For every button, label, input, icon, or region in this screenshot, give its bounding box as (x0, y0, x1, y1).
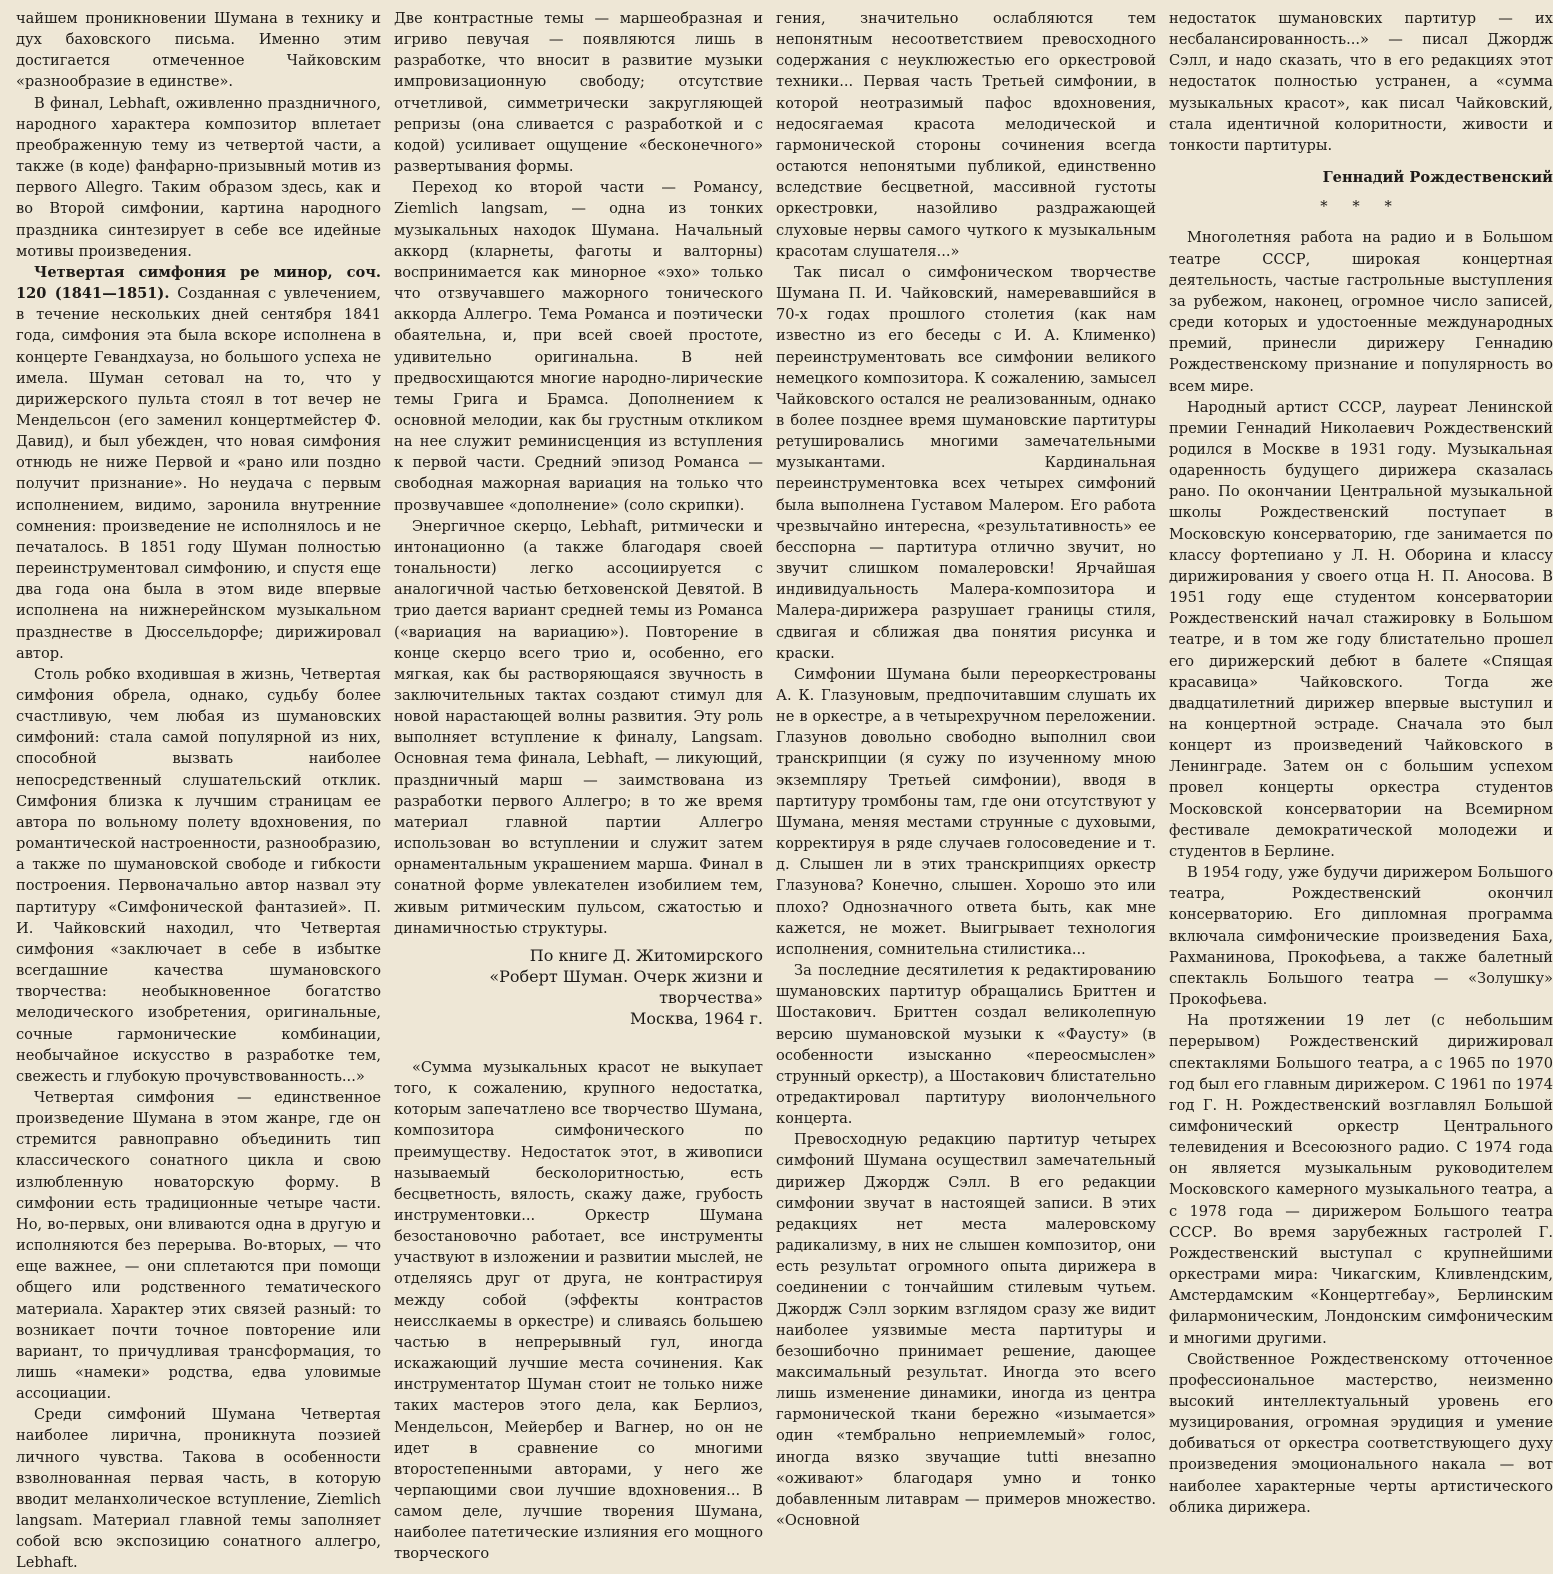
paragraph-text: Созданная с увлечением, в течение нескольких дней сентября 1841 года, симфония эта была вскоре исполнена в концерте Гевандхауза, но большого успеха не имела. Шуман сетовал на то, что у дирижерского пульта стоял в тот вечер не Мендельсон (его заменил концертмейстер Ф. Давид), и был убежден, что новая симфония отнюдь не ниже Первой и «рано или поздно получит признание». Но неудача с первым исполнением, видимо, заронила внутренние сомнения: произведение не исполнялось и не печаталось. В 1851 году Шуман полностью переинструментовал симфонию, и спустя еще два года она была в этом виде впервые исполнена на нижнерейнском музыкальном празднестве в Дюссельдорфе; дирижировал автор. (16, 285, 381, 662)
paragraph: Четвертая симфония — единственное произведение Шумана в этом жанре, где он стремится равноправно объединить тип классического сонатного цикла и свою излюбленную новаторскую форму. В симфонии есть традиционные четыре части. Но, во-первых, они вливаются одна в другую и исполняются без перерыва. Во-вторых, — что еще важнее, — они сплетаются при помощи общего или родственного тематического материала. Характер этих связей разный: то возникает почти точное повторение или вариант, то причудливая трансформация, то лишь «намеки» родства, едва уловимые ассоциации. (16, 1088, 381, 1403)
paragraph: чайшем проникновении Шумана в технику и дух баховского письма. Именно этим достигается отмеченное Чайковским «разнообразие в единстве». (16, 10, 381, 91)
paragraph: Переход ко второй части — Романсу, Ziemlich langsam, — одна из тонких музыкальных находок Шумана. Начальный аккорд (кларнеты, фаготы и валторны) воспринимается как минорное «эхо» только что отзвучавшего мажорного тонического аккорда Аллегро. Тема Романса и поэтически обаятельна, и, при всей своей простоте, удивительно оригинальна. В ней предвосхищаются многие народно-лирические темы Грига и Брамса. Дополнением к основной мелодии, как бы грустным откликом на нее служит реминисценция из вступления к первой части. Средний эпизод Романса — свободная мажорная вариация на только что прозвучавшее «дополнение» (соло скрипки). (394, 179, 763, 514)
text-column-1 (16, 8, 381, 1572)
attribution-line: Москва, 1964 г. (630, 1008, 763, 1028)
paragraph: Превосходную редакцию партитур четырех симфоний Шумана осуществил замечательный дирижер Джордж Сэлл. В его редакции симфонии звучат в настоящей записи. В этих редакциях нет места малеровскому радикализму, в них не слышен композитор, они есть результат огромного опыта дирижера в соединении с тончайшим стилевым чутьем. Джордж Сэлл зорким взглядом сразу же видит наиболее уязвимые места партитуры и безошибочно принимает решение, дающее максимальный результат. Иногда это всего лишь изменение динамики, иногда из центра гармонической ткани бережно «изымается» один «тембрально неприемлемый» голос, иногда вязко звучащие tutti внезапно «оживают» благодаря умно и тонко добавленным литаврам — примеров множество. «Основной (776, 1131, 1156, 1530)
source-attribution (394, 945, 763, 1029)
paragraph: Многолетняя работа на радио и в Большом театре СССР, широкая концертная деятельность, частые гастрольные выступления за рубежом, наконец, огромное число записей, среди которых и удостоенные международных премий, принесли дирижеру Геннадию Рождественскому признание и популярность во всем мире. (1169, 229, 1553, 395)
attribution-line: «Роберт Шуман. Очерк жизни и творчества» (489, 966, 763, 1007)
quote-paragraph: «Сумма музыкальных красот не выкупает того, к сожалению, крупного недостатка, которым запечатлено все творчество Шумана, композитора симфонического по преимуществу. Недостаток этот, в живописи называемый бесколоритностью, есть бесцветность, вялость, скажу даже, грубость инструментовки... Оркестр Шумана безостановочно работает, все инструменты участвуют в изложении и развитии мыслей, не отделяясь друг от друга, не контрастируя между собой (эффекты контрастов неисслкаемы в оркестре) и сливаясь большею частью в непрерывный гул, иногда искажающий лучшие места сочинения. Как инструментатор Шуман стоит не только ниже таких мастеров этого дела, как Берлиоз, Мендельсон, Мейербер и Вагнер, но он не идет в сравнение со многими второстепенными авторами, у него же черпающими свои лучшие вдохновения... В самом деле, лучшие творения Шумана, наиболее патетические излияния его мощного творческого (394, 1058, 763, 1563)
paragraph: Две контрастные темы — маршеобразная и игриво певучая — появляются лишь в разработке, что вносит в развитие музыки импровизационную свободу; отсутствие отчетливой, симметрически закругляющей репризы (она сливается с разработкой и с кодой) усиливает ощущение «бесконечного» развертывания формы. (394, 10, 763, 176)
section-heading: Четвертая симфония ре минор, соч. 120 (1841—1851). (16, 263, 381, 303)
paragraph: Свойственное Рождественскому отточенное профессиональное мастерство, неизменно высокий интеллектуальный уровень его музицирования, огромная эрудиция и умение добиваться от оркестра соответствующего духу произведения эмоционального накала — вот наиболее характерные черты артистического облика дирижера. (1169, 1350, 1553, 1516)
section-divider-stars: * * * (1320, 198, 1402, 216)
paragraph: Народный артист СССР, лауреат Ленинской премии Геннадий Николаевич Рождественский родился в Москве в 1931 году. Музыкальная одаренность будущего дирижера сказалась рано. По окончании Центральной музыкальной школы Рождественский поступает в Московскую консерваторию, где занимается по классу фортепиано у Л. Н. Оборина и классу дирижирования у своего отца Н. П. Аносова. В 1951 году еще студентом консерватории Рождественский начал стажировку в Большом театре, и в том же году блистательно прошел его дирижерский дебют в балете «Спящая красавица» Чайковского. Тогда же двадцатилетний дирижер впервые выступил и на концертной эстраде. Сначала это был концерт из произведений Чайковского в Ленинграде. Затем он с большим успехом провел концерты оркестра студентов Московской консерватории на Всемирном фестивале демократической молодежи и студентов в Берлине. (1169, 398, 1553, 860)
text-column-3 (776, 8, 1156, 1548)
paragraph: В финал, Lebhaft, оживленно праздничного, народного характера композитор вплетает преображенную тему из четвертой части, а также (в коде) фанфарно-призывный мотив из первого Allegro. Таким образом здесь, как и во Второй симфонии, картина народного праздника синтезирует в себе все идейные мотивы произведения. (16, 94, 381, 260)
text-column-4 (1169, 8, 1553, 1548)
paragraph: гения, значительно ослабляются тем непонятным несоответствием превосходного содержания с неуклюжестью его оркестровой техники... Первая часть Третьей симфонии, в которой неотразимый пафос вдохновения, недосягаемая красота мелодической и гармонической стороны сочинения всегда остаются непонятыми публикой, единственно вследствие бесцветной, массивной густоты оркестровки, назойливо раздражающей слуховые нервы самого чуткого к музыкальным красотам слушателя...» (776, 10, 1156, 260)
paragraph-fourth-symphony (16, 262, 381, 664)
paragraph: Симфонии Шумана были переоркестрованы А. К. Глазуновым, предпочитавшим слушать их не в оркестре, а в четырехручном переложении. Глазунов довольно свободно выполнил свои транскрипции (я сужу по изученному мною экземпляру Третьей симфонии), вводя в партитуру тромбоны там, где они отсутствуют у Шумана, меняя местами струнные с духовыми, корректируя в ряде случаев голосоведение и т. д. Слышен ли в этих транскрипциях оркестр Глазунова? Конечно, слышен. Хорошо это или плохо? Однозначного ответа быть, как мне кажется, не может. Выигрывает технология исполнения, сомнительна стилистика... (776, 665, 1156, 958)
paragraph: На протяжении 19 лет (с небольшим перерывом) Рождественский дирижировал спектаклями Большого театра, а с 1965 по 1970 год был его главным дирижером. С 1961 по 1974 год Г. Н. Рождественский возглавлял Большой симфонический оркестр Центрального телевидения и Всесоюзного радио. С 1974 года он является музыкальным руководителем Московского камерного музыкального театра, а с 1978 года — дирижером Большого театра СССР. Во время зарубежных гастролей Г. Рождественский выступал с крупнейшими оркестрами мира: Чикагским, Кливлендским, Амстердамским «Концертгебау», Берлинским филармоническим, Лондонским симфоническим и многими другими. (1169, 1012, 1553, 1347)
paragraph: За последние десятилетия к редактированию шумановских партитур обращались Бриттен и Шостакович. Бриттен создал великолепную версию шумановской музыки к «Фаусту» (в особенности изысканно «переосмыслен» струнный оркестр), а Шостакович блистательно отредактировал партитуру виолончельного концерта. (776, 962, 1156, 1128)
paragraph: В 1954 году, уже будучи дирижером Большого театра, Рождественский окончил консерваторию. Его дипломная программа включала симфонические произведения Баха, Рахманинова, Прокофьева, а также балетный спектакль Большого театра — «Золушку» Прокофьева. (1169, 864, 1553, 1009)
paragraph: Так писал о симфоническом творчестве Шумана П. И. Чайковский, намеревавшийся в 70-х годах прошлого столетия (как нам известно из его беседы с И. А. Клименко) переинструментовать все симфонии великого немецкого композитора. К сожалению, замысел Чайковского остался не реализованным, однако в более позднее время шумановские партитуры ретушировались многими замечательными музыкантами. Кардинальная переинструментовка всех четырех симфоний была выполнена Густавом Малером. Его работа чрезвычайно интересна, «результативность» ее бесспорна — партитура отлично звучит, но звучит слишком помалеровски! Ярчайшая индивидуальность Малера-композитора и Малера-дирижера разрушает границы стиля, сдвигая и сближая два понятия рисунка и краски. (776, 263, 1156, 662)
paragraph: Столь робко входившая в жизнь, Четвертая симфония обрела, однако, судьбу более счастливую, чем любая из шумановских симфоний: стала самой популярной из них, способной вызвать наиболее непосредственный слушательский отклик. Симфония близка к лучшим страницам ее автора по вольному полету вдохновения, по романтической настроенности, разнообразию, а также по шумановской свободе и гибкости построения. Первоначально автор назвал эту партитуру «Симфонической фантазией». П. И. Чайковский находил, что Четвертая симфония «заключает в себе в избытке всегдашние качества шумановского творчества: необыкновенное богатство мелодического изобретения, оригинальные, сочные гармонические комбинации, необычайное искусство в разработке тем, свежесть и глубокую прочувствованность...» (16, 665, 381, 1085)
text-column-2 (394, 8, 763, 1563)
paragraph: недостаток шумановских партитур — их несбалансированность...» — писал Джордж Сэлл, и надо сказать, что в его редакциях этот недостаток полностью устранен, а «сумма музыкальных красот», как писал Чайковский, стала идентичной колоритности, живости и тонкости партитуры. (1169, 10, 1553, 154)
paragraph: Энергичное скерцо, Lebhaft, ритмически и интонационно (а также благодаря своей тональности) легко ассоциируется с аналогичной частью бетховенской Девятой. В трио дается вариант средней темы из Романса («вариация на вариацию»). Повторение в конце скерцо всего трио и, особенно, его мягкая, как бы растворяющаяся звучность в заключительных тактах создают стимул для новой нарастающей волны развития. Эту роль выполняет вступление к финалу, Langsam. Основная тема финала, Lebhaft, — ликующий, праздничный марш — заимствована из разработки первого Аллегро; в то же время материал главной партии Аллегро использован во вступлении и служит затем орнаментальным украшением марша. Финал в сонатной форме увлекателен изобилием тем, живым ритмическим пульсом, сжатостью и динамичностью структуры. (394, 517, 763, 937)
paragraph: Среди симфоний Шумана Четвертая наиболее лирична, проникнута поэзией личного чувства. Такова в особенности взволнованная первая часть, в которую вводит меланхолическое вступление, Ziemlich langsam. Материал главной темы заполняет собой всю экспозицию сонатного аллегро, Lebhaft. (16, 1406, 381, 1572)
author-signature: Геннадий Рождественский (1322, 169, 1553, 187)
attribution-line: По книге Д. Житомирского (529, 945, 763, 965)
spacer (394, 1029, 763, 1057)
